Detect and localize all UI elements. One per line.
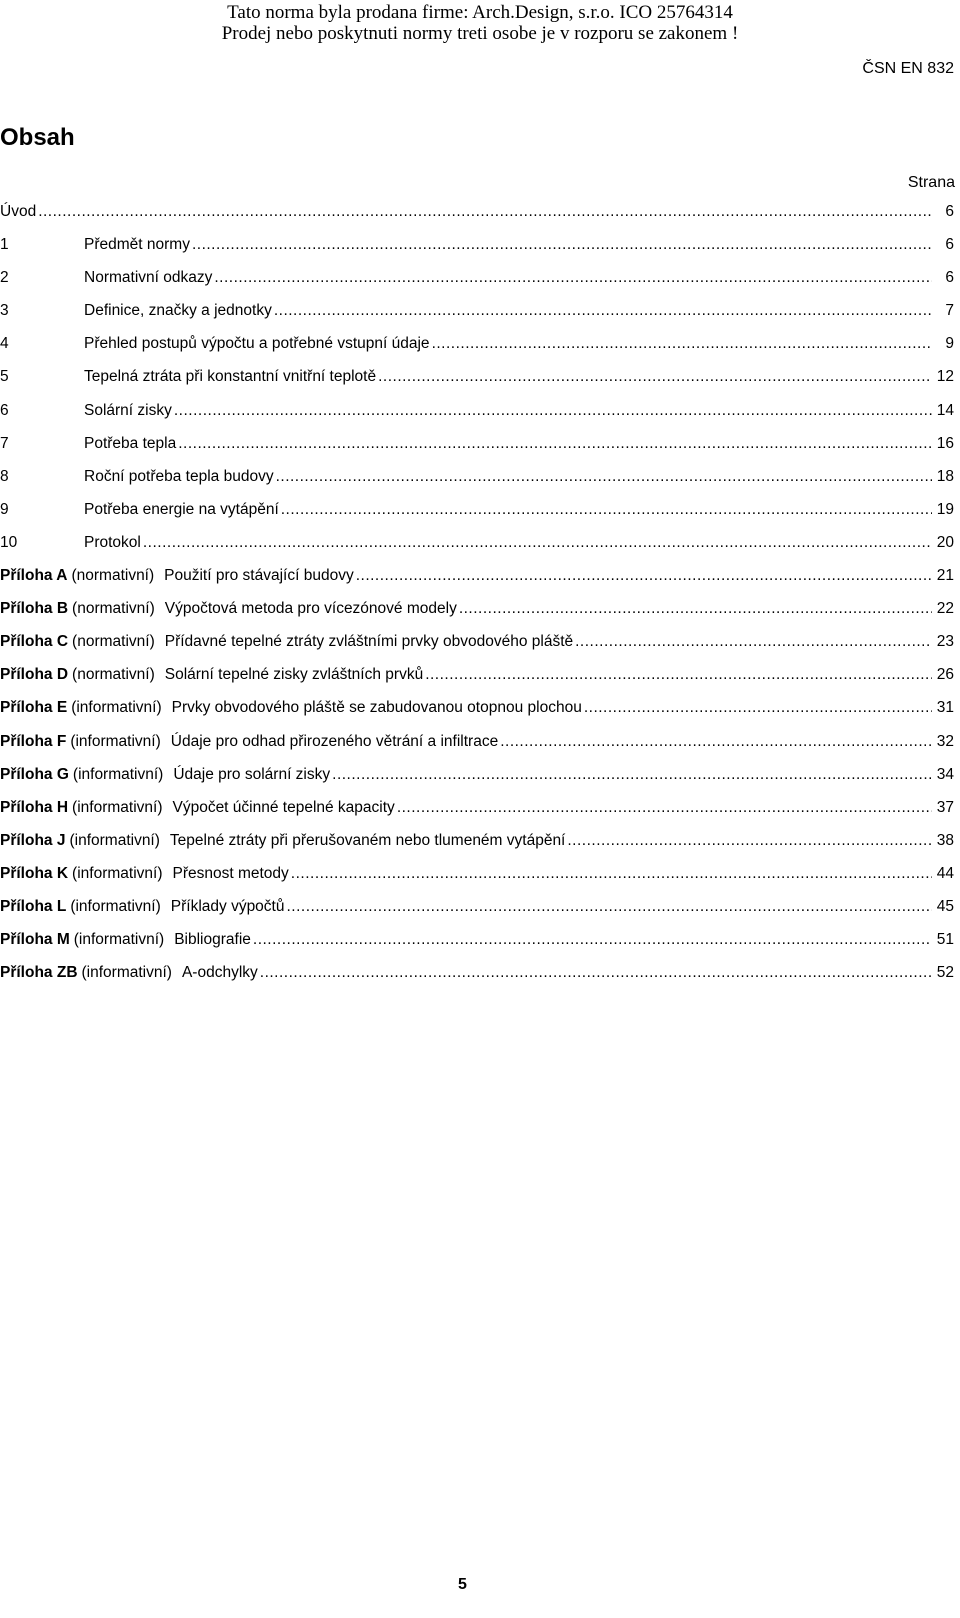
toc-entry-number: 8 xyxy=(0,467,9,485)
toc-entry-section-8[interactable] xyxy=(0,468,954,501)
toc-entry-page: 12 xyxy=(936,368,954,386)
toc-entry-label: Přesnost metody xyxy=(172,864,289,882)
toc-entry-number: 6 xyxy=(0,401,9,419)
toc-entry-page: 44 xyxy=(936,864,954,882)
dot-leader xyxy=(291,865,932,883)
toc-entry-annex-2[interactable] xyxy=(0,600,954,633)
dot-leader xyxy=(432,335,932,353)
toc-annex-kind: (normativní) xyxy=(72,666,155,684)
toc-annex-kind: (informativní) xyxy=(69,831,160,849)
toc-annex-kind: (informativní) xyxy=(72,864,163,882)
toc-entry-page: 26 xyxy=(936,666,954,684)
toc-entry-page: 37 xyxy=(936,798,954,816)
toc-entry-label: Údaje pro odhad přirozeného větrání a infiltrace xyxy=(170,732,499,750)
toc-annex-kind: (informativní) xyxy=(72,765,164,783)
toc-annex-number: Příloha F xyxy=(0,732,67,750)
dot-leader xyxy=(174,402,932,420)
dot-leader xyxy=(500,733,932,751)
toc-entry-annex-4[interactable] xyxy=(0,666,954,699)
dot-leader xyxy=(397,799,932,817)
toc-entry-page: 16 xyxy=(936,434,954,452)
document-id: ČSN EN 832 xyxy=(862,60,954,77)
toc-entry-page: 6 xyxy=(945,203,954,220)
toc-entry-number: 10 xyxy=(0,533,18,551)
toc-entry-label: Přehled postupů výpočtu a potřebné vstupní údaje xyxy=(84,335,430,353)
toc-annex-number: Příloha H xyxy=(0,798,69,816)
toc-entry-annex-5[interactable] xyxy=(0,699,954,732)
toc-entry-page: 32 xyxy=(936,732,954,750)
toc-entry-annex-1[interactable] xyxy=(0,567,954,600)
toc-entry-section-9[interactable] xyxy=(0,501,954,534)
toc-entry-label: Tepelné ztráty při přerušovaném nebo tlumeném vytápění xyxy=(169,831,566,849)
toc-annex-number: Příloha M xyxy=(0,931,70,949)
dot-leader xyxy=(575,633,932,651)
toc-entry-label: Výpočtová metoda pro vícezónové modely xyxy=(164,600,457,618)
dot-leader xyxy=(274,302,932,320)
toc-annex-kind: (informativní) xyxy=(70,732,161,750)
toc-entry-page: 23 xyxy=(936,633,954,651)
toc-entry-page: 38 xyxy=(936,831,954,849)
toc-entry-number: 4 xyxy=(0,335,9,353)
toc-annex-number: Příloha B xyxy=(0,600,69,618)
dot-leader xyxy=(178,435,932,453)
toc-entry-label: Úvod xyxy=(0,203,37,220)
toc-entry-page: 34 xyxy=(936,765,954,783)
toc-entry-page: 19 xyxy=(936,500,954,518)
dot-leader xyxy=(286,898,932,916)
toc-entry-section-6[interactable] xyxy=(0,402,954,435)
toc-entry-number: 5 xyxy=(0,368,9,386)
toc-entry-label: Normativní odkazy xyxy=(84,269,213,287)
dot-leader xyxy=(143,534,932,552)
toc-annex-number: Příloha A xyxy=(0,567,68,585)
toc-entry-annex-11[interactable] xyxy=(0,898,954,931)
toc-entry-number: 3 xyxy=(0,302,9,320)
toc-entry-label: Údaje pro solární zisky xyxy=(173,765,331,783)
toc-entry-page: 52 xyxy=(936,964,954,982)
watermark-line-1: Tato norma byla prodana firme: Arch.Design, s.r.o. ICO 25764314 xyxy=(227,2,733,23)
toc-entry-number: 7 xyxy=(0,434,9,452)
dot-leader xyxy=(332,766,932,784)
toc-annex-kind: (informativní) xyxy=(71,699,162,717)
toc-entry-page: 20 xyxy=(936,533,954,551)
toc-entry-annex-6[interactable] xyxy=(0,733,954,766)
toc-annex-kind: (informativní) xyxy=(72,798,163,816)
toc-entry-label: Použití pro stávající budovy xyxy=(164,567,354,585)
toc-entry-page: 6 xyxy=(945,269,954,287)
toc-annex-kind: (normativní) xyxy=(72,600,155,618)
toc-annex-number: Příloha L xyxy=(0,897,67,915)
toc-entry-label: Příklady výpočtů xyxy=(170,897,285,915)
toc-annex-number: Příloha D xyxy=(0,666,69,684)
dot-leader xyxy=(584,699,932,717)
toc-annex-kind: (informativní) xyxy=(81,964,172,982)
dot-leader xyxy=(192,236,932,254)
dot-leader xyxy=(38,203,932,221)
page-number: 5 xyxy=(458,1576,467,1593)
toc-entry-section-4[interactable] xyxy=(0,335,954,368)
dot-leader xyxy=(214,269,932,287)
dot-leader xyxy=(378,368,932,386)
toc-entry-page: 45 xyxy=(936,897,954,915)
toc-entry-label: Předmět normy xyxy=(84,236,190,254)
page-title: Obsah xyxy=(0,124,75,151)
toc-entry-page: 14 xyxy=(936,401,954,419)
toc-entry-page: 51 xyxy=(936,931,954,949)
dot-leader xyxy=(260,964,932,982)
dot-leader xyxy=(276,468,932,486)
toc-entry-label: Přídavné tepelné ztráty zvláštními prvky obvodového pláště xyxy=(164,633,574,651)
toc-entry-label: Definice, značky a jednotky xyxy=(84,302,272,320)
toc-entry-section-1[interactable] xyxy=(0,236,954,269)
toc-entry-intro[interactable] xyxy=(0,203,954,236)
toc-entry-page: 18 xyxy=(936,467,954,485)
toc-entry-section-7[interactable] xyxy=(0,435,954,468)
toc-entry-page: 6 xyxy=(945,236,954,254)
toc-annex-kind: (normativní) xyxy=(72,633,155,651)
table-of-contents xyxy=(0,203,954,997)
toc-entry-page: 31 xyxy=(936,699,954,717)
toc-annex-kind: (informativní) xyxy=(70,897,161,915)
toc-entry-label: Potřeba energie na vytápění xyxy=(84,500,279,518)
dot-leader xyxy=(281,501,932,519)
toc-entry-section-5[interactable] xyxy=(0,368,954,401)
toc-entry-section-10[interactable] xyxy=(0,534,954,567)
watermark-line-2: Prodej nebo poskytnuti normy treti osobe je v rozporu se zakonem ! xyxy=(221,23,739,44)
toc-entry-annex-7[interactable] xyxy=(0,766,954,799)
toc-entry-page: 7 xyxy=(945,302,954,320)
toc-annex-number: Příloha ZB xyxy=(0,964,78,982)
toc-entry-page: 9 xyxy=(945,335,954,353)
toc-entry-page: 22 xyxy=(936,600,954,618)
toc-entry-number: 1 xyxy=(0,236,9,254)
toc-annex-number: Příloha E xyxy=(0,699,68,717)
dot-leader xyxy=(356,567,932,585)
toc-entry-page: 21 xyxy=(936,567,954,585)
toc-entry-annex-9[interactable] xyxy=(0,832,954,865)
toc-entry-annex-3[interactable] xyxy=(0,633,954,666)
toc-entry-label: Prvky obvodového pláště se zabudovanou otopnou plochou xyxy=(171,699,582,717)
dot-leader xyxy=(425,666,932,684)
toc-annex-number: Příloha K xyxy=(0,864,69,882)
toc-entry-annex-10[interactable] xyxy=(0,865,954,898)
toc-entry-label: Protokol xyxy=(84,533,141,551)
toc-entry-label: Potřeba tepla xyxy=(84,434,177,452)
toc-entry-label: A-odchylky xyxy=(181,964,258,982)
toc-entry-label: Výpočet účinné tepelné kapacity xyxy=(172,798,395,816)
toc-annex-number: Příloha G xyxy=(0,765,69,783)
toc-entry-number: 9 xyxy=(0,500,9,518)
toc-annex-kind: (informativní) xyxy=(73,931,165,949)
dot-leader xyxy=(567,832,932,850)
toc-entry-label: Solární tepelné zisky zvláštních prvků xyxy=(164,666,424,684)
toc-annex-number: Příloha J xyxy=(0,831,66,849)
dot-leader xyxy=(253,931,932,949)
page-column-label: Strana xyxy=(907,174,955,191)
toc-entry-section-3[interactable] xyxy=(0,302,954,335)
toc-entry-section-2[interactable] xyxy=(0,269,954,302)
toc-entry-annex-13[interactable] xyxy=(0,964,954,997)
toc-entry-number: 2 xyxy=(0,269,9,287)
toc-entry-label: Solární zisky xyxy=(84,401,172,419)
toc-entry-annex-12[interactable] xyxy=(0,931,954,964)
toc-entry-label: Roční potřeba tepla budovy xyxy=(84,467,274,485)
toc-annex-kind: (normativní) xyxy=(71,567,155,585)
toc-entry-label: Tepelná ztráta při konstantní vnitřní teplotě xyxy=(84,368,377,386)
dot-leader xyxy=(459,600,932,618)
toc-entry-annex-8[interactable] xyxy=(0,799,954,832)
toc-entry-label: Bibliografie xyxy=(174,931,251,949)
toc-annex-number: Příloha C xyxy=(0,633,69,651)
